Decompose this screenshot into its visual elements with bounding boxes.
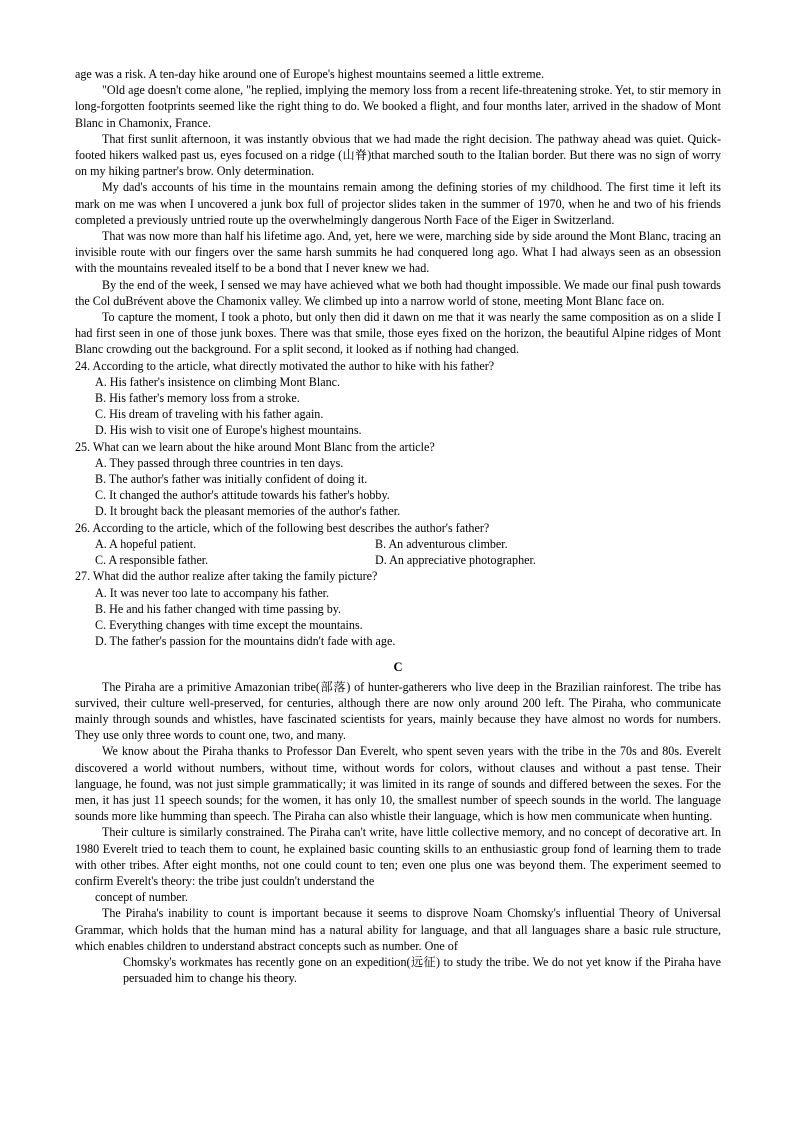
- passage-paragraph-continuation: concept of number.: [95, 890, 189, 905]
- passage-paragraph: That first sunlit afternoon, it was instantly obvious that we had made the right decision. The pathway ahead was quiet. Quick-footed hikers walked past us, eyes focused on a ridge (山脊)that marched south to the Italian border. But there was no sign of worry on my hiking partner's brow. Only determination.: [75, 131, 721, 179]
- question-27: [75, 568, 721, 649]
- passage-paragraph: By the end of the week, I sensed we may have achieved what we both had thought impossible. We made our final push towards the Col duBrévent above the Chamonix valley. We climbed up into a narrow world of stone, meeting Mont Blanc face on.: [75, 277, 721, 308]
- option-a: A. They passed through three countries in ten days.: [95, 455, 344, 470]
- option-b: B. He and his father changed with time passing by.: [95, 601, 342, 616]
- option-b: B. His father's memory loss from a stroke.: [95, 391, 300, 406]
- passage-paragraph: age was a risk. A ten-day hike around one of Europe's highest mountains seemed a little extreme.: [75, 67, 544, 81]
- passage-paragraph: To capture the moment, I took a photo, but only then did it dawn on me that it was nearly the same composition as on a slide I had first seen in one of those junk boxes. There was that smile, those eyes fixed on the horizon, the beautiful Alpine ridges of Mont Blanc crowding out the background. For a split second, it looked as if nothing had changed.: [75, 310, 721, 357]
- section-heading: C: [393, 660, 403, 675]
- passage-paragraph: The Piraha's inability to count is important because it seems to disprove Noam Chomsky's influential Theory of Universal Grammar, which holds that the human mind has a natural ability for language, and that all languages share a basic rule structure, which enables children to understand abstract concepts such as number. One of: [75, 906, 721, 953]
- option-b: B. The author's father was initially confident of doing it.: [95, 472, 368, 487]
- passage-paragraph: That was now more than half his lifetime ago. And, yet, here we were, marching side by side around the Mont Blanc, tracing an invisible route with our fingers over the same harsh summits he had conquered long ago. What I had always seen as an obsession with the mountains revealed itself to be a bond that I never knew we had.: [75, 229, 721, 276]
- option-d: D. His wish to visit one of Europe's highest mountains.: [95, 423, 362, 438]
- option-a: A. His father's insistence on climbing Mont Blanc.: [95, 374, 341, 389]
- passage-paragraph-continuation: Chomsky's workmates has recently gone on an expedition(远征) to study the tribe. We do not yet know if the Piraha have persuaded him to change his theory.: [123, 954, 721, 986]
- passage-paragraph: Their culture is similarly constrained. The Piraha can't write, have little collective memory, and no concept of decorative art. In 1980 Everelt tried to teach them to count, he explained basic counting skills to an enthusiastic group fond of learning them to trade with other tribes. After eight months, not one could count to ten; even one plus one was beyond them. The experiment seemed to confirm Everelt's theory: the tribe just couldn't understand the: [75, 825, 721, 888]
- option-a: A. It was never too late to accompany his father.: [95, 585, 330, 600]
- option-c: C. His dream of traveling with his father again.: [95, 407, 324, 422]
- question-stem: 25. What can we learn about the hike around Mont Blanc from the article?: [75, 439, 435, 454]
- question-26: [75, 520, 721, 569]
- passage-paragraph: My dad's accounts of his time in the mountains remain among the defining stories of my childhood. The first time it left its mark on me was when I uncovered a junk box full of projector slides taken in the summer of 1970, when he and two of his friends completed a previously untried route up the overwhelmingly dangerous North Face of the Eiger in Switzerland.: [75, 180, 721, 227]
- question-24: [75, 358, 721, 439]
- option-d: D. It brought back the pleasant memories of the author's father.: [95, 504, 401, 519]
- question-25: [75, 439, 721, 520]
- option-c: C. Everything changes with time except the mountains.: [95, 617, 363, 632]
- option-c: C. A responsible father.: [95, 553, 209, 568]
- passage-paragraph: "Old age doesn't come alone, "he replied, implying the memory loss from a recent life-threatening stroke. Yet, to stir memory in long-forgotten footprints seemed like the right thing to do. We booked a flight, and four months later, arrived in the shadow of Mont Blanc in Chamonix, France.: [75, 83, 721, 130]
- question-stem: 24. According to the article, what directly motivated the author to hike with his father?: [75, 358, 495, 373]
- passage-paragraph: The Piraha are a primitive Amazonian tribe(部落) of hunter-gatherers who live deep in the Brazilian rainforest. The tribe has survived, their culture well-preserved, for centuries, although there are now only around 200 left. The Piraha, who communicate mainly through sounds and whistles, have fascinated scientists for years, mainly because they have almost no words for numbers. They use only three words to count one, two, and many.: [75, 679, 721, 743]
- option-d: D. The father's passion for the mountains didn't fade with age.: [95, 634, 396, 649]
- option-row: [95, 552, 721, 568]
- passage-paragraph: We know about the Piraha thanks to Professor Dan Everelt, who spent seven years with the tribe in the 70s and 80s. Everelt discovered a world without numbers, without time, without words for colors, without clauses and without a past tense. Their language, he found, was not just simple grammatically; it was limited in its range of sounds and differed between the sexes. For the men, it has just 11 speech sounds; for the women, it has only 10, the smallest number of speech sounds in the world. The language sounds more like humming than speech. The Piraha can also whistle their language, which is how men communicate when hunting.: [75, 744, 721, 824]
- question-stem: 27. What did the author realize after taking the family picture?: [75, 569, 378, 584]
- option-d: D. An appreciative photographer.: [375, 553, 536, 568]
- option-row: [95, 536, 721, 552]
- option-c: C. It changed the author's attitude towards his father's hobby.: [95, 488, 390, 503]
- question-stem: 26. According to the article, which of the following best describes the author's father?: [75, 520, 490, 535]
- option-b: B. An adventurous climber.: [375, 536, 508, 551]
- document-page: [75, 66, 721, 986]
- option-a: A. A hopeful patient.: [95, 536, 197, 551]
